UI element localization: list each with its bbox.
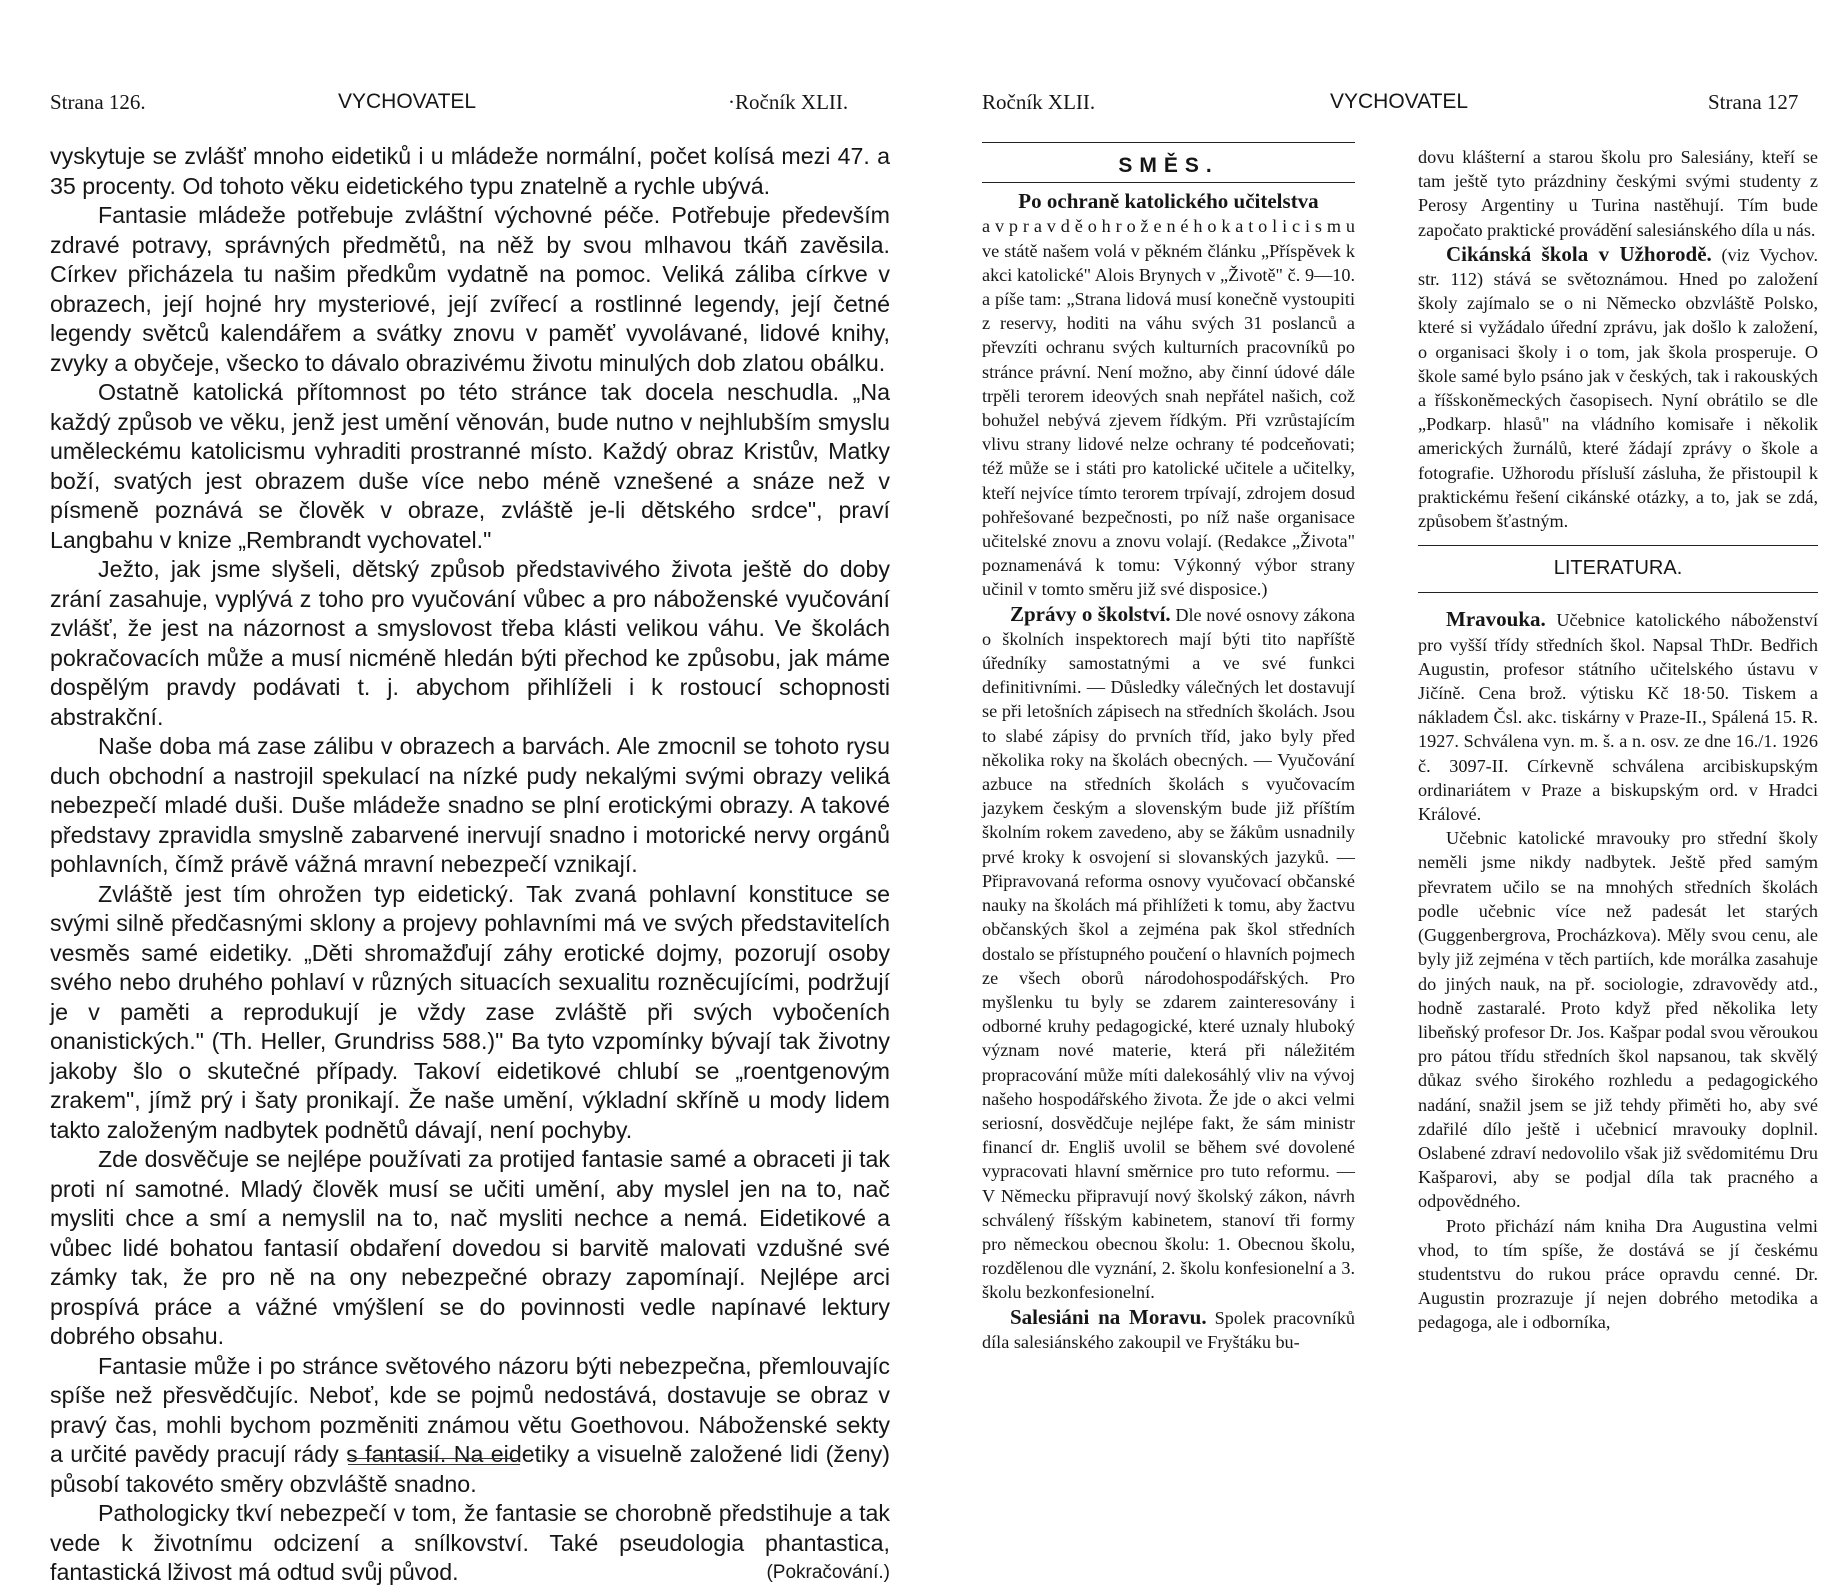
continuation-text: dovu klášterní a starou školu pro Salesiány, kteří se tam ještě tyto prázdniny českými svými studenty z Perosy Argentiny u Turina nastěhují. Tím bude započato praktické provádění salesiánského díla u nás.	[1418, 147, 1818, 240]
paragraph-text: Pathologicky tkví nebezpečí v tom, že fantasie se chorobně předstihuje a tak vede k životnímu odcizení a snílkovství. Také pseudologia phantastica, fantastická lživost má odtud svůj původ.	[50, 1500, 890, 1585]
left-page-number: Strana 126.	[50, 90, 146, 114]
article-heading	[982, 189, 1355, 214]
article-heading-text: Zprávy o školství.	[1010, 601, 1171, 626]
article-text: a v p r a v d ě o h r o ž e n é h o k a t o l i c i s m u ve státě našem volá v pěkném článku „Příspěvek k akci katolické" Alois Brynych v „Životě" č. 9—10. a píše tam: „Strana lidová musí konečně vystoupiti z reservy, hoditi na váhu svých 31 poslanců a převzíti ochranu svých kulturních pracovníků po stránce právní. Není možno, aby činní údové dále trpěli terorem ideových snah nepřátel našich, což bohužel nebývá zjevem řídkým. Při vzrůstajícím vlivu strany lidové nelze ochrany té podceňovati; též může se i státi pro katolické učitele a učitelky, kteří nejvíce tímto terorem trpívají, zdrojem dosud pohřešované bezpečnosti, po níž naše organisace učitelské znovu a znovu volají. (Redakce „Života" poznamenává k tomu: Výkonný výbor strany učinil v tomto směru již své disposice.)	[982, 216, 1355, 600]
right-column	[1418, 145, 1818, 1335]
right-journal-title: VYCHOVATEL	[1330, 90, 1469, 113]
paragraph: vyskytuje se zvlášť mnoho eidetiků i u mládeže normální, počet kolísá mezi 47. a 35 procenty. Od tohoto věku eidetického typu znatelně a rychle ubývá.	[50, 143, 890, 199]
paragraph: Zde dosvěčuje se nejlépe používati za protijed fantasie samé a obraceti ji tak proti ní samotné. Mladý člověk musí se učiti umění, aby myslel jen na to, nač mysliti chce a smí a nemyslil na to, nač mysliti nechce a nemá. Eidetikové a vůbec lidé bohatou fantasií obdaření dovedou si barvitě malovati vzdušné své zámky tak, že pro ně na ony nebezpečné obrazy zapomínají. Nejlépe arci prospívá práce a vážné vmýšlení se do povinnosti vedle napínavé lektury dobrého obsahu.	[50, 1146, 890, 1349]
article-heading-text: Po ochraně katolického učitelstva	[1018, 189, 1319, 214]
paragraph: Ježto, jak jsme slyšeli, dětský způsob představivého života ještě do doby zrání zasahuje, vyplývá z toho pro vyučování vůbec a pro náboženské vyučování zvlášť, že jest na názornost a smyslovost třeba klásti velikou váhu. Ve školách pokračovacích může a musí nicméně hledán býti přechod ke způsobu, jak máme dospělým pravdy podávati t. j. abychom přihlíželi i k rostoucí schopnosti abstrakční.	[50, 556, 890, 730]
article	[982, 602, 1355, 1305]
right-page	[900, 0, 1832, 1500]
right-page-number: Strana 127	[1708, 90, 1799, 114]
book-details: Učebnice katolického náboženství pro vyšší třídy středních škol. Napsal ThDr. Bedřich Augustin, profesor státního učitelského ústavu v Jičíně. Cena brož. výtisku Kč 18·50. Tiskem a nákladem Čsl. akc. tiskárny v Praze-II., Spálená 15. R. 1927. Schválena vyn. m. š. a n. osv. ze dne 16./1. 1926 č. 3097-II. Církevně schválena arcibiskupským ordinariátem v Praze a biskupským ord. v Hradci Králové.	[1418, 610, 1818, 825]
smes-title-rule	[982, 182, 1355, 183]
article-text: Dle nové osnovy zákona o školních inspektorech mají býti tito napříště úředníky samostatnými a ve své funkci definitivními. — Důsledky válečných let dostavují se při letošních zápisech na středních školách. Jsou to slabé zápisy do prvních tříd, jako byly před několika roky na školách obecných. — Vyučování azbuce na středních školách s vyučovacím jazykem českým a slovenským bude již příštím školním rokem zavedeno, aby se žákům usnadnily prvé kroky k osvojení si slovanských jazyků. — Připravovaná reforma osnovy vyučovací občanské nauky na školách má přihlížeti k tomu, aby žactvu občanských škol a zejména pak škol středních dostalo se přístupného poučení o hlavních pojmech ze všech oborů národohospodářských. Pro myšlenku tu byly se zdarem zainteresovány i odborné kruhy pedagogické, které uznaly hluboký význam nové materie, která při náležitém propracování může míti dalekosáhlý vliv na vývoj našeho hospodářského života. Že jde o akci velmi seriosní, dosvědčuje nejlépe fakt, že sám ministr financí dr. Engliš uvolil se během své dovolené vypracovati hlavní směrnice pro tuto reformu. — V Německu připravují nový školský zákon, návrh schválený říšským kabinetem, stanoví tři formy pro německou obecnou školu: 1. Obecnou školu, rozdělenou dle vyznání, 2. školu konfesionelní a 3. školu bezkonfesionelní.	[982, 604, 1356, 1303]
left-journal-title: VYCHOVATEL	[338, 90, 477, 113]
left-volume: ·Ročník XLII.	[728, 90, 849, 114]
paragraph: Fantasie může i po stránce světového názoru býti nebezpečna, přemlouvajíc spíše než přesvědčujíc. Neboť, kde se pojmů nedostává, dostavuje se obraz v pravý čas, mohli bychom pozměniti známou větu Goethovou. Náboženské sekty a určité pavědy pracují rády s fantasií. Na eidetiky a visuelně založené lidi (ženy) působí takovéto směry obzvláště snadno.	[50, 1352, 890, 1497]
review-paragraph: Učebnic katolické mravouky pro střední školy neměli jsme nikdy nadbytek. Ještě před samým převratem učilo se na mnohých středních školách podle učebnic více než padesát let starých (Guggenbergrova, Procházkova). Měly svou cenu, ale byly již zejména v těch partiích, kde morálka zasahuje do jiných nauk, na př. sociologie, zdravovědy atd., hodně zastaralé. Proto když před několika lety libeňský profesor Dr. Jos. Kašpar podal svou věroukou pro pátou třídu středních škol napsanou, tak skvělý důkaz svého širokého rozhledu a pedagogického nadání, snažil jsem se již tehdy přiměti ho, aby své zdařilé dílo ještě i učebnicí mravouky doplnil. Oslabené zdraví nedovolilo však již svědomitému Dru Kašparovi, aby se podjal díla tak pracného a odpovědného.	[1418, 828, 1818, 1212]
paragraph: Fantasie mládeže potřebuje zvláštní výchovné péče. Potřebuje především zdravé potravy, správných předmětů, na něž by svou mlhavou tkáň zavěsila. Církev přicházela tu našim předkům vydatně na pomoc. Veliká záliba církve v obrazech, její hojné hry mysteriové, její zvířecí a rostlinné legendy, její četné legendy světců kalendářem a svátky znovu v paměť vyvolávané, lidové knihy, zvyky a obyčeje, všecko to dávalo obrazivému životu minulých dob zlatou obálku.	[50, 202, 890, 376]
smes-top-rule	[982, 142, 1355, 143]
right-volume: Ročník XLII.	[982, 90, 1096, 114]
book-entry	[1418, 607, 1818, 826]
article-heading-text: Salesiáni na Moravu.	[1010, 1304, 1207, 1329]
end-divider	[348, 1458, 520, 1465]
left-article-body	[50, 142, 890, 1588]
paragraph: Zvláště jest tím ohrožen typ eidetický. Tak zvaná pohlavní konstituce se svými silně předčasnými sklony a projevy pohlavními má ve svých představitelích vesměs samé eidetiky. „Děti shromažďují záhy erotické dojmy, pozorují osoby svého nebo druhého pohlaví v různých situacích sexualitu rozněcujícími, podržují je v paměti a reprodukují je vždy zase zvláště při svých vybočeních onanistických." (Th. Heller, Grundriss 588.)" Ba tyto vzpomínky bývají tak životny jakoby šlo o skutečné případy. Takoví eidetikové chlubí se „roentgenovým zrakem", jímž prý i šaty pronikají. Že naše umění, výkladní skříně u mody lidem takto založeným nadbytek podnětů dávají, není pochyby.	[50, 880, 890, 1143]
continued-note: (Pokračování.)	[766, 1562, 890, 1583]
article-heading-text: Cikánská škola v Užhorodě.	[1446, 241, 1712, 266]
paragraph: Ostatně katolická přítomnost po této stránce tak docela neschudla. „Na každý způsob ve věku, jenž jest umění věnován, bude nutno v nejhlubším smyslu uměleckému katolicismu vyhraditi prostranné místo. Každý obraz Kristův, Matky boží, svatých jest obrazem duše více nebo méně vznešené a snáze než v písmeně poznává se člověk v obraze, zvláště je-li dětského srdce", praví Langbahu v knize „Rembrandt vychovatel."	[50, 379, 890, 553]
paragraph	[50, 1499, 890, 1588]
article	[1418, 242, 1818, 533]
article-text: Spolek pracovníků díla salesiánského zakoupil ve Fryštáku bu-	[982, 1307, 1356, 1352]
smes-title: SMĚS.	[1118, 154, 1219, 177]
smes-column	[982, 148, 1355, 1354]
literatura-heading: LITERATURA.	[1418, 545, 1818, 593]
review-paragraph: Proto přichází nám kniha Dra Augustina velmi vhod, to tím spíše, že dostává se jí českému studentstvu do rukou práce opravdu cenné. Dr. Augustin prozrazuje jí nejen dobrého metodika a pedagoga, ale i odborníka,	[1418, 1215, 1818, 1333]
article-text: (viz Vychov. str. 112) stává se světoznámou. Hned po založení školy zajímalo se o ni Německo obzvláště Polsko, které si vyžádalo úřední zprávu, jak došlo k založení, o organisaci školy i o tom, jak škola prosperuje. O škole samé bylo psáno jak v českých, tak i rakouských a říšskoněmeckých časopisech. Nyní obrátilo se dle „Podkarp. hlasů" na vládního komisaře i několik amerických žurnálů, které žádají zprávy o škole a fotografie. Užhorodu přísluší zásluha, že přistoupil k praktickému řešení cikánské otázky, a to, jak se zdá, způsobem šťastným.	[1418, 244, 1818, 532]
article	[982, 1305, 1355, 1354]
paragraph: Naše doba má zase zálibu v obrazech a barvách. Ale zmocnil se tohoto rysu duch obchodní a nastrojil spekulací na nízké pudy nekalými svými obrazy veliká nebezpečí mladé duši. Duše mládeže snadno se plní erotickými obrazy. A takové představy zpravidla smyslně zabarvené inervují snadno i motorické nervy orgánů pohlavních, čímž právě vážná mravní nebezpečí vznikají.	[50, 733, 890, 877]
book-title: Mravouka.	[1446, 607, 1546, 632]
left-page	[0, 0, 900, 1585]
